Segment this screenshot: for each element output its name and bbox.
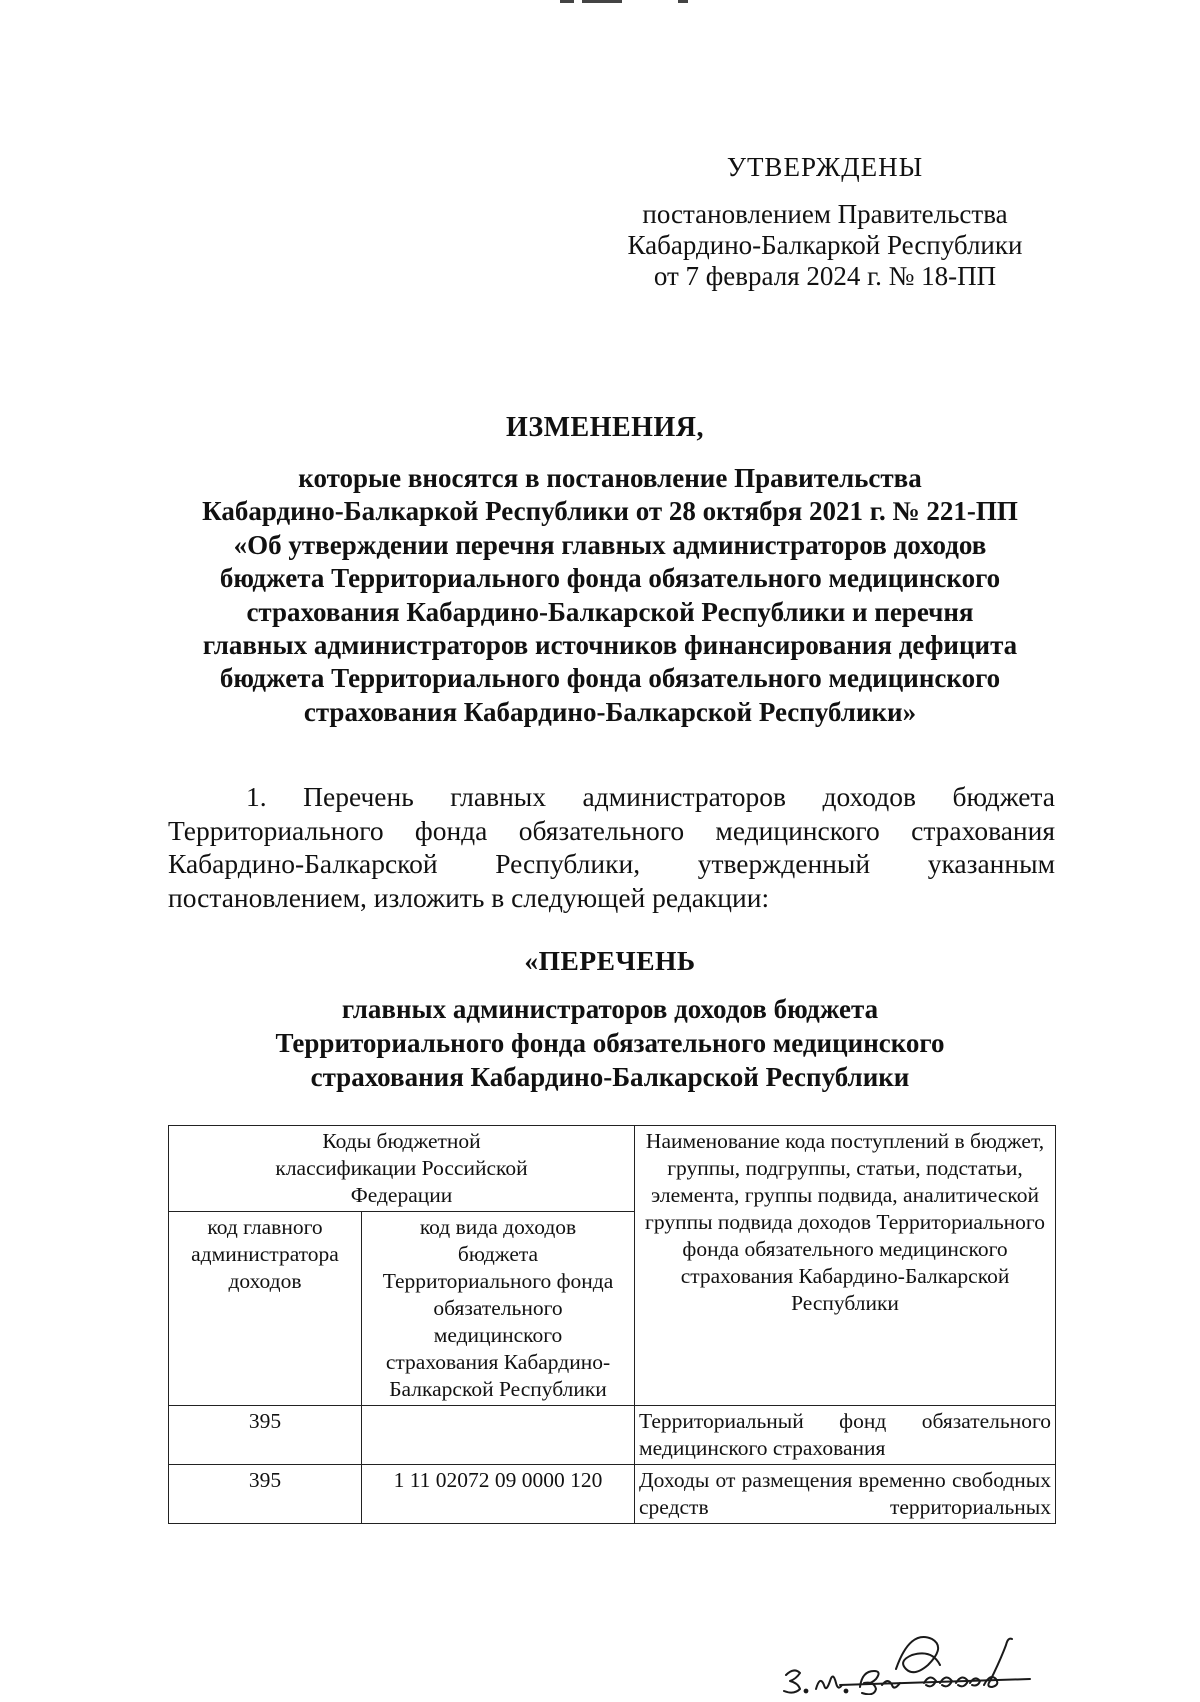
table-row [169, 1406, 1056, 1465]
revenue-codes-table [168, 1125, 1056, 1524]
row-name-cell: Территориальный фонд обязательного медицинского страхования [635, 1406, 1056, 1465]
handwritten-signature [780, 1625, 1070, 1695]
header-kind-text: код вида доходов бюджета Территориального фонда обязательного медицинского страхования Кабардино-Балкарской Республики [382, 1215, 614, 1401]
list-subtitle-line: главных администраторов доходов бюджета [341, 994, 879, 1024]
header-admin-text: код главного администратора доходов [191, 1215, 339, 1293]
table-row [169, 1465, 1056, 1524]
list-subtitle [220, 992, 1000, 1094]
list-title: «ПЕРЕЧЕНЬ [524, 945, 696, 976]
top-edge-mark [560, 0, 700, 4]
approval-block [610, 152, 1040, 292]
list-subtitle-line: Территориального фонда обязательного медицинского [275, 1028, 945, 1058]
changes-subtitle-line: «Об утверждении перечня главных администраторов доходов [233, 529, 987, 560]
changes-subtitle [160, 462, 1060, 729]
row-code-cell: 1 11 02072 09 0000 120 [362, 1465, 635, 1524]
header-name-text: Наименование кода поступлений в бюджет, группы, подгруппы, статьи, подстатьи, элемента, группы подвида, аналитической группы подвида доходов Территориального фонда обязательного медицинского страхования Кабардино-Балкарской Республики [645, 1129, 1045, 1315]
changes-subtitle-line: Кабардино-Балкаркой Республики от 28 октября 2021 г. № 221-ПП [202, 496, 1018, 527]
row-code-cell [362, 1406, 635, 1465]
approval-title: УТВЕРЖДЕНЫ [726, 152, 924, 182]
row-name-cell: Доходы от размещения временно свободных средств территориальных [635, 1465, 1056, 1524]
row-admin-cell: 395 [169, 1406, 362, 1465]
header-admin-cell [169, 1212, 362, 1406]
changes-subtitle-line: которые вносятся в постановление Правительства [298, 463, 922, 493]
changes-subtitle-line: бюджета Территориального фонда обязательного медицинского [219, 563, 1001, 594]
header-group-cell [169, 1126, 635, 1212]
changes-subtitle-line: страхования Кабардино-Балкарской Республики и перечня [246, 596, 974, 627]
changes-subtitle-line: главных администраторов источников финансирования дефицита [202, 630, 1018, 661]
row-admin-cell: 395 [169, 1465, 362, 1524]
approval-line: от 7 февраля 2024 г. № 18-ПП [653, 261, 997, 291]
changes-subtitle-line: страхования Кабардино-Балкарской Республики» [303, 696, 917, 727]
paragraph-1 [168, 780, 1055, 914]
header-group-text: Коды бюджетной классификации Российской Федерации [275, 1129, 528, 1207]
approval-line: постановлением Правительства [642, 199, 1008, 229]
header-kind-cell [362, 1212, 635, 1406]
header-name-cell [635, 1126, 1056, 1406]
paragraph-1-text: 1. Перечень главных администраторов доходов бюджета Территориального фонда обязательного медицинского страхования Кабардино-Балкарской Республики, утвержденный указанным постановлением, изложить в следующей редакции: [168, 781, 1055, 913]
table-header-row [169, 1126, 1056, 1212]
changes-title: ИЗМЕНЕНИЯ, [506, 412, 704, 443]
list-subtitle-line: страхования Кабардино-Балкарской Республики [310, 1062, 910, 1092]
approval-line: Кабардино-Балкаркой Республики [627, 230, 1023, 260]
changes-subtitle-line: бюджета Территориального фонда обязательного медицинского [219, 663, 1001, 694]
